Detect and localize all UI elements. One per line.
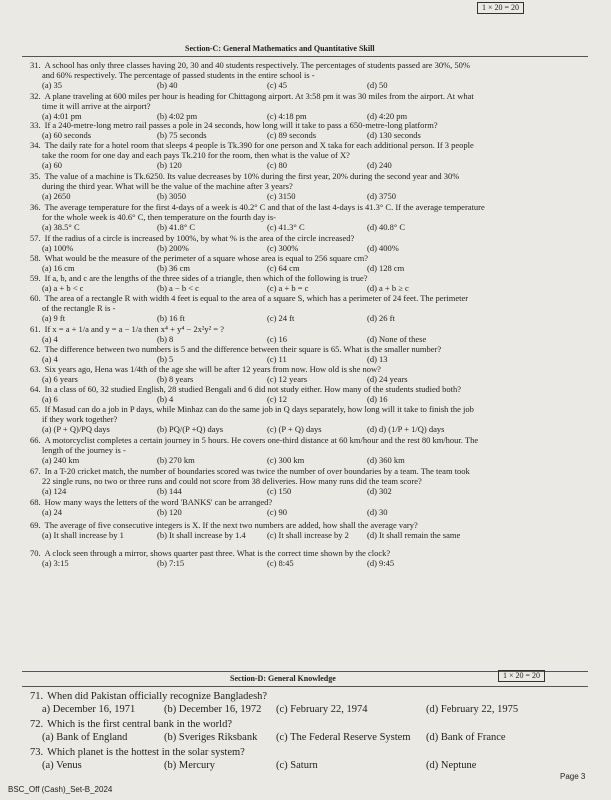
- answer-option: (a) 24: [42, 507, 63, 517]
- question-number: 63.: [30, 364, 41, 374]
- section-d-title: Section-D: General Knowledge: [230, 674, 336, 683]
- question-text: A clock seen through a mirror, shows quarter past three. What is the correct time shown by the clock?: [44, 548, 391, 558]
- section-c-marks: 1 × 20 = 20: [477, 2, 524, 14]
- question-text: If the radius of a circle is increased by 100%, by what % is the area of the circle increased?: [44, 233, 355, 243]
- question-stem: [30, 548, 590, 558]
- answer-option: (c) 80: [267, 160, 288, 170]
- question-1: [30, 718, 590, 744]
- question-text: The average temperature for the first 4-days of a week is 40.2° C and that of the last 4-days is 41.3° C. If the average temperature: [44, 202, 485, 212]
- question-stem: [30, 120, 590, 130]
- question-text: of the rectangle R is -: [42, 303, 116, 313]
- question-stem: [30, 253, 590, 263]
- question-stem: [30, 60, 590, 70]
- question-18: [30, 520, 590, 540]
- question-12: [30, 364, 590, 384]
- question-text: If a 240-metre-long metro rail passes a pole in 24 seconds, how long will it take to pass a 650-metre-long platform?: [44, 120, 438, 130]
- question-number: 73.: [30, 747, 44, 758]
- answer-option: (b) Mercury: [164, 760, 216, 771]
- answer-option: (d) a + b ≥ c: [367, 283, 409, 293]
- question-text: The average of five consecutive integers is X. If the next two numbers are added, how shall the average vary?: [44, 520, 418, 530]
- answer-option: (c) 12 years: [267, 374, 308, 384]
- question-stem: [30, 497, 590, 507]
- question-stem-continued: [30, 150, 590, 160]
- answer-option: (a) 4:01 pm: [42, 111, 82, 121]
- answer-options: [30, 160, 590, 170]
- question-15: [30, 435, 590, 465]
- question-number: 70.: [30, 548, 41, 558]
- answer-option: (c) 150: [267, 486, 292, 496]
- answer-option: (d) 30: [367, 507, 388, 517]
- answer-option: (d) 24 years: [367, 374, 408, 384]
- question-number: 66.: [30, 435, 41, 445]
- question-text: A plane traveling at 600 miles per hour is heading for Chittagong airport. At 3:58 pm it was 30 miles from the airport. At what: [44, 91, 474, 101]
- answer-option: (d) None of these: [367, 334, 427, 344]
- answer-option: (c) It shall increase by 2: [267, 530, 349, 540]
- question-number: 71.: [30, 691, 44, 702]
- divider: [22, 686, 588, 687]
- question-stem: [30, 91, 590, 101]
- question-stem: [30, 746, 590, 759]
- question-1: [30, 91, 590, 121]
- question-text: The value of a machine is Tk.6250. Its value decreases by 10% during the first year, 20% during the second year and 30%: [44, 171, 460, 181]
- answer-option: (d) It shall remain the same: [367, 530, 461, 540]
- question-14: [30, 404, 590, 434]
- question-stem: [30, 293, 590, 303]
- question-text: length of the journey is -: [42, 445, 126, 455]
- question-3: [30, 140, 590, 170]
- answer-option: (d) 26 ft: [367, 313, 395, 323]
- answer-option: (a) 6 years: [42, 374, 78, 384]
- answer-option: (c) 64 cm: [267, 263, 300, 273]
- question-text: A school has only three classes having 20, 30 and 40 students respectively. The percentages of students passed are 30%, 50%: [44, 60, 470, 70]
- question-text: Which is the first central bank in the world?: [47, 719, 232, 730]
- question-5: [30, 202, 590, 232]
- answer-option: (c) 3150: [267, 191, 296, 201]
- answer-option: (d) February 22, 1975: [426, 704, 519, 715]
- question-number: 59.: [30, 273, 41, 283]
- answer-option: (a) (P + Q)/PQ days: [42, 424, 110, 434]
- answer-option: (a) 9 ft: [42, 313, 66, 323]
- answer-options: [30, 80, 590, 90]
- answer-option: (b) 7:15: [157, 558, 185, 568]
- question-text: The difference between two numbers is 5 and the difference between their square is 65. What is the smaller number?: [44, 344, 442, 354]
- answer-option: (b) 4:02 pm: [157, 111, 198, 121]
- answer-option: (d) Bank of France: [426, 732, 506, 743]
- question-number: 62.: [30, 344, 41, 354]
- question-number: 36.: [30, 202, 41, 212]
- answer-options: [30, 130, 590, 140]
- answer-option: (a) 38.5° C: [42, 222, 80, 232]
- answer-option: (c) 8:45: [267, 558, 294, 568]
- answer-options: [30, 558, 590, 568]
- answer-options: [30, 191, 590, 201]
- answer-option: (a) Bank of England: [42, 732, 128, 743]
- question-2: [30, 120, 590, 140]
- question-8: [30, 273, 590, 293]
- question-text: and 60% respectively. The percentage of passed students in the entire school is -: [42, 70, 315, 80]
- answer-option: (b) 36 cm: [157, 263, 191, 273]
- answer-options: [30, 759, 590, 772]
- answer-option: (b) 41.8° C: [157, 222, 196, 232]
- question-6: [30, 233, 590, 253]
- answer-option: (c) 300 km: [267, 455, 305, 465]
- question-stem-continued: [30, 414, 590, 424]
- answer-option: (d) 130 seconds: [367, 130, 421, 140]
- question-stem-continued: [30, 476, 590, 486]
- answer-option: (d) 50: [367, 80, 388, 90]
- question-text: Which planet is the hottest in the solar system?: [47, 747, 245, 758]
- answer-options: [30, 424, 590, 434]
- question-stem: [30, 324, 590, 334]
- answer-option: (a) 35: [42, 80, 63, 90]
- answer-option: (d) 400%: [367, 243, 399, 253]
- question-number: 67.: [30, 466, 41, 476]
- answer-option: (d) 360 km: [367, 455, 405, 465]
- question-0: [30, 60, 590, 90]
- answer-option: (c) 45: [267, 80, 288, 90]
- question-number: 64.: [30, 384, 41, 394]
- question-text: The daily rate for a hotel room that sleeps 4 people is Tk.390 for one person and X taka for each additional person. If 3 people: [44, 140, 474, 150]
- question-stem: [30, 171, 590, 181]
- question-11: [30, 344, 590, 364]
- question-text: for the whole week is 40.6° C, then temperature on the fourth day is-: [42, 212, 277, 222]
- question-text: If a, b, and c are the lengths of the three sides of a triangle, then which of the following is true?: [44, 273, 368, 283]
- answer-option: (d) 13: [367, 354, 388, 364]
- answer-options: [30, 263, 590, 273]
- question-text: How many ways the letters of the word 'BANKS' can be arranged?: [44, 497, 273, 507]
- answer-option: (d) 40.8° C: [367, 222, 406, 232]
- question-number: 58.: [30, 253, 41, 263]
- answer-option: (b) 8 years: [157, 374, 194, 384]
- question-stem: [30, 384, 590, 394]
- answer-options: [30, 703, 590, 716]
- answer-option: (a) 240 km: [42, 455, 80, 465]
- question-text: If Masud can do a job in P days, while Minhaz can do the same job in Q days separately, how long will it take to finish the job: [44, 404, 474, 414]
- answer-option: (c) a + b = c: [267, 283, 309, 293]
- question-stem-continued: [30, 212, 590, 222]
- answer-option: (a) 124: [42, 486, 67, 496]
- answer-options: [30, 530, 590, 540]
- answer-option: (b) 120: [157, 160, 182, 170]
- answer-option: (d) 9:45: [367, 558, 395, 568]
- question-stem-continued: [30, 101, 590, 111]
- answer-options: [30, 455, 590, 465]
- question-number: 61.: [30, 324, 41, 334]
- answer-option: (a) Venus: [42, 760, 82, 771]
- answer-options: [30, 313, 590, 323]
- question-number: 33.: [30, 120, 41, 130]
- question-stem: [30, 718, 590, 731]
- answer-option: (c) 90: [267, 507, 288, 517]
- answer-option: (a) 100%: [42, 243, 74, 253]
- question-stem: [30, 404, 590, 414]
- answer-option: (b) 200%: [157, 243, 189, 253]
- question-stem-continued: [30, 70, 590, 80]
- answer-option: (a) 60 seconds: [42, 130, 92, 140]
- answer-option: (b) 16 ft: [157, 313, 185, 323]
- question-number: 69.: [30, 520, 41, 530]
- question-stem: [30, 690, 590, 703]
- answer-option: (c) 11: [267, 354, 287, 364]
- answer-option: (a) 4: [42, 354, 58, 364]
- question-number: 57.: [30, 233, 41, 243]
- answer-options: [30, 374, 590, 384]
- answer-option: a) December 16, 1971: [42, 704, 136, 715]
- question-text: 22 single runs, no two or three runs and could not score from 38 deliveries. How many runs did the team score?: [42, 476, 422, 486]
- question-stem-continued: [30, 445, 590, 455]
- answer-option: (d) Neptune: [426, 760, 477, 771]
- answer-option: (d) 3750: [367, 191, 397, 201]
- answer-option: (b) 8: [157, 334, 174, 344]
- answer-option: (b) 144: [157, 486, 182, 496]
- answer-option: (b) 40: [157, 80, 178, 90]
- question-stem: [30, 344, 590, 354]
- answer-option: (b) 120: [157, 507, 182, 517]
- answer-option: (b) a − b < c: [157, 283, 199, 293]
- question-text: The area of a rectangle R with width 4 feet is equal to the area of a square S, which has a perimeter of 24 feet. The perimeter: [44, 293, 469, 303]
- answer-options: [30, 283, 590, 293]
- question-text: if they work together?: [42, 414, 118, 424]
- question-number: 60.: [30, 293, 41, 303]
- answer-option: (c) 16: [267, 334, 288, 344]
- answer-option: (b) 5: [157, 354, 174, 364]
- question-19: [30, 548, 590, 568]
- question-number: 34.: [30, 140, 41, 150]
- answer-option: (a) 6: [42, 394, 58, 404]
- question-stem: [30, 140, 590, 150]
- question-number: 31.: [30, 60, 41, 70]
- question-7: [30, 253, 590, 273]
- question-text: Six years ago, Hena was 1/4th of the age she will be after 12 years from now. How old is she now?: [44, 364, 381, 374]
- answer-option: (a) 4: [42, 334, 58, 344]
- answer-option: (a) 16 cm: [42, 263, 75, 273]
- question-text: In a class of 60, 32 studied English, 28 studied Bengali and 6 did not study either. How many of the students studied both?: [44, 384, 462, 394]
- question-text: When did Pakistan officially recognize Bangladesh?: [47, 691, 268, 702]
- answer-option: (b) 270 km: [157, 455, 195, 465]
- answer-option: (b) 3050: [157, 191, 187, 201]
- answer-option: (c) 41.3° C: [267, 222, 305, 232]
- answer-options: [30, 354, 590, 364]
- answer-option: (c) (P + Q) days: [267, 424, 322, 434]
- answer-option: (c) 4:18 pm: [267, 111, 307, 121]
- answer-option: (c) 24 ft: [267, 313, 295, 323]
- answer-option: (d) 240: [367, 160, 392, 170]
- question-stem: [30, 466, 590, 476]
- answer-option: (b) 4: [157, 394, 174, 404]
- answer-option: (a) a + b < c: [42, 283, 84, 293]
- question-text: What would be the measure of the perimeter of a square whose area is equal to 256 square cm?: [44, 253, 368, 263]
- answer-option: (a) 60: [42, 160, 63, 170]
- question-number: 32.: [30, 91, 41, 101]
- answer-option: (b) PQ/(P +Q) days: [157, 424, 224, 434]
- question-10: [30, 324, 590, 344]
- answer-options: [30, 243, 590, 253]
- question-text: If x = a + 1/a and y = a − 1/a then x⁴ + y⁴ − 2x²y² = ?: [44, 324, 224, 334]
- answer-option: (b) Sveriges Riksbank: [164, 732, 258, 743]
- answer-option: (b) 75 seconds: [157, 130, 207, 140]
- answer-option: (c) The Federal Reserve System: [276, 732, 411, 743]
- paper-code: BSC_Off (Cash)_Set-B_2024: [8, 785, 113, 794]
- question-text: In a T-20 cricket match, the number of boundaries scored was twice the number of over boundaries by a team. The team took: [44, 466, 470, 476]
- question-number: 72.: [30, 719, 44, 730]
- question-number: 68.: [30, 497, 41, 507]
- answer-option: (a) 3:15: [42, 558, 69, 568]
- section-c-title: Section-C: General Mathematics and Quantitative Skill: [185, 44, 375, 53]
- question-0: [30, 690, 590, 716]
- question-number: 35.: [30, 171, 41, 181]
- question-stem: [30, 364, 590, 374]
- question-9: [30, 293, 590, 323]
- answer-option: (c) 12: [267, 394, 288, 404]
- answer-option: (a) 2650: [42, 191, 71, 201]
- question-text: during the third year. What will be the value of the machine after 3 years?: [42, 181, 293, 191]
- question-stem-continued: [30, 303, 590, 313]
- answer-options: [30, 334, 590, 344]
- question-stem: [30, 273, 590, 283]
- answer-options: [30, 222, 590, 232]
- question-stem: [30, 233, 590, 243]
- question-stem: [30, 520, 590, 530]
- answer-option: (c) 300%: [267, 243, 299, 253]
- section-d-marks: 1 × 20 = 20: [498, 670, 545, 682]
- question-stem-continued: [30, 181, 590, 191]
- question-16: [30, 466, 590, 496]
- question-text: time it will arrive at the airport?: [42, 101, 151, 111]
- answer-options: [30, 731, 590, 744]
- answer-option: (d) 302: [367, 486, 392, 496]
- answer-option: (a) It shall increase by 1: [42, 530, 124, 540]
- answer-option: (c) February 22, 1974: [276, 704, 368, 715]
- answer-options: [30, 394, 590, 404]
- question-stem: [30, 202, 590, 212]
- answer-option: (d) 4:20 pm: [367, 111, 408, 121]
- divider: [22, 56, 588, 57]
- question-17: [30, 497, 590, 517]
- answer-option: (d) 16: [367, 394, 388, 404]
- answer-option: (b) December 16, 1972: [164, 704, 262, 715]
- answer-option: (d) d) (1/P + 1/Q) days: [367, 424, 445, 434]
- answer-option: (c) 89 seconds: [267, 130, 317, 140]
- question-2: [30, 746, 590, 772]
- question-4: [30, 171, 590, 201]
- answer-option: (b) It shall increase by 1.4: [157, 530, 246, 540]
- question-text: take the room for one day and each pays Tk.210 for the room, then what is the value of X?: [42, 150, 350, 160]
- question-number: 65.: [30, 404, 41, 414]
- question-stem: [30, 435, 590, 445]
- answer-option: (c) Saturn: [276, 760, 318, 771]
- answer-options: [30, 486, 590, 496]
- question-13: [30, 384, 590, 404]
- answer-options: [30, 507, 590, 517]
- answer-option: (d) 128 cm: [367, 263, 405, 273]
- question-text: A motorcyclist completes a certain journey in 5 hours. He covers one-third distance at 60 km/hour and the rest 80 km/hour. The: [44, 435, 479, 445]
- page-number: Page 3: [560, 772, 586, 781]
